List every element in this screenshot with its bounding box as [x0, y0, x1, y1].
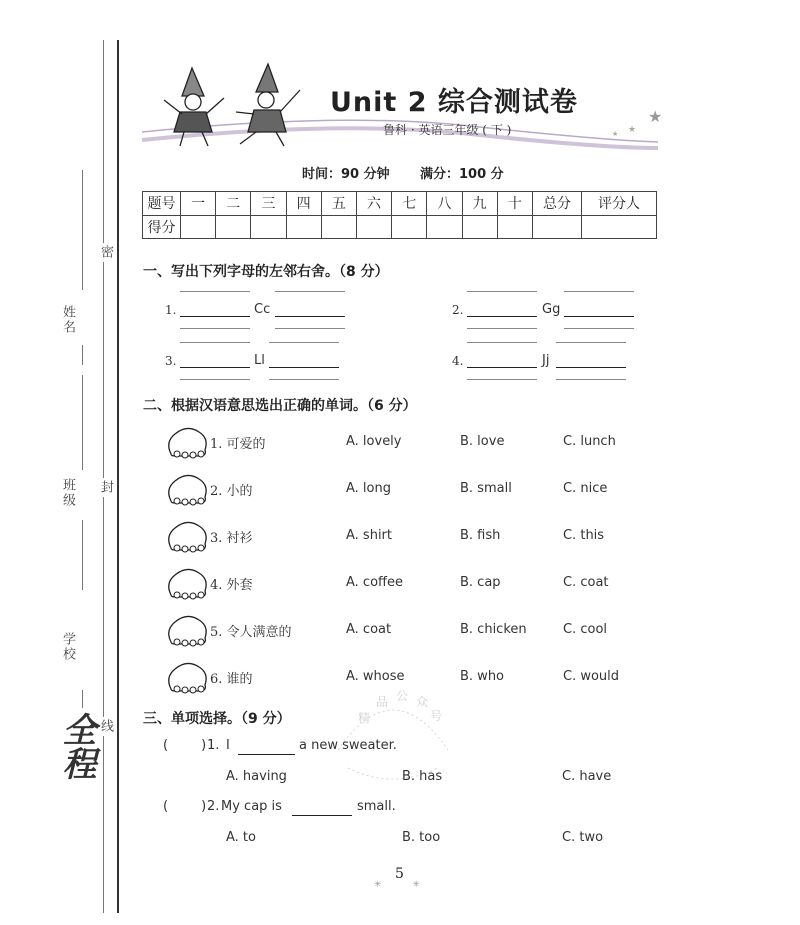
- writing-guide-line: [556, 379, 626, 380]
- stamp-char: 公: [396, 689, 409, 703]
- answer-bubble-icon[interactable]: [165, 471, 209, 507]
- page-number: 5: [395, 866, 404, 882]
- answer-line[interactable]: [180, 316, 250, 317]
- question-text: 6. 谁的: [210, 672, 253, 687]
- clown-right: [236, 64, 300, 146]
- writing-guide-line: [180, 342, 250, 343]
- score-cell[interactable]: [251, 215, 286, 239]
- binding-line-inner: [103, 40, 104, 913]
- question-stem-start: My cap is: [221, 799, 282, 814]
- fill-blank[interactable]: [238, 754, 295, 755]
- table-header: 七: [392, 192, 427, 216]
- stamp-char: 精: [358, 711, 371, 725]
- option-c[interactable]: C. nice: [563, 481, 608, 496]
- name-underline-2: [82, 345, 83, 365]
- letter-item-letter: Gg: [542, 302, 561, 317]
- answer-bubble-icon[interactable]: [165, 518, 209, 554]
- option-a[interactable]: A. long: [346, 481, 391, 496]
- question-number: 1.: [207, 738, 220, 753]
- option-c[interactable]: C. would: [563, 669, 620, 684]
- svg-text:★: ★: [648, 107, 663, 126]
- table-header: 二: [216, 192, 251, 216]
- brand-logo: 全程: [56, 712, 96, 780]
- score-cell[interactable]: [462, 215, 497, 239]
- question-text: 2. 小的: [210, 484, 253, 499]
- answer-line[interactable]: [269, 367, 339, 368]
- page-subtitle: 鲁科 · 英语三年级 ( 下 ): [383, 123, 512, 137]
- writing-guide-line: [180, 291, 250, 292]
- score-table-header-row: [143, 192, 657, 216]
- letter-item-number: 4.: [452, 354, 464, 368]
- score-cell[interactable]: [427, 215, 462, 239]
- option-c[interactable]: C. two: [562, 830, 604, 845]
- question-stem-start: I: [226, 738, 230, 753]
- score-cell[interactable]: [392, 215, 427, 239]
- name-underline: [82, 170, 83, 290]
- writing-guide-line: [467, 342, 537, 343]
- option-b[interactable]: B. fish: [460, 528, 501, 543]
- option-b[interactable]: B. has: [402, 769, 443, 784]
- writing-guide-line: [467, 379, 537, 380]
- writing-guide-line: [180, 328, 250, 329]
- option-b[interactable]: B. chicken: [460, 622, 527, 637]
- page-number-decoration: ✳ ✳: [374, 880, 434, 890]
- svg-text:★: ★: [612, 130, 619, 138]
- answer-bubble-icon[interactable]: [165, 565, 209, 601]
- section1-title: 一、写出下列字母的左邻右舍。（8 分）: [143, 264, 389, 280]
- writing-guide-line: [275, 291, 345, 292]
- answer-bubble-icon[interactable]: [165, 612, 209, 648]
- writing-guide-line: [467, 328, 537, 329]
- score-table-score-row: [143, 215, 657, 239]
- table-header: 题号: [143, 192, 181, 216]
- binding-line: [117, 40, 119, 913]
- table-header: 总分: [533, 192, 582, 216]
- table-header: 三: [251, 192, 286, 216]
- table-header: 评分人: [582, 192, 657, 216]
- table-header: 四: [286, 192, 321, 216]
- stamp-char: 众: [416, 695, 429, 709]
- option-c[interactable]: C. coat: [563, 575, 609, 590]
- letter-item-letter: Cc: [254, 302, 271, 317]
- name-label: 姓名: [60, 305, 75, 335]
- option-c[interactable]: C. have: [562, 769, 612, 784]
- answer-line[interactable]: [467, 316, 537, 317]
- writing-guide-line: [556, 342, 626, 343]
- option-b[interactable]: B. cap: [460, 575, 501, 590]
- score-cell[interactable]: [533, 215, 582, 239]
- answer-bubble-icon[interactable]: [165, 659, 209, 695]
- answer-line[interactable]: [564, 316, 634, 317]
- score-cell[interactable]: [321, 215, 356, 239]
- score-table: [142, 191, 657, 239]
- table-header: 六: [356, 192, 391, 216]
- score-cell[interactable]: [356, 215, 391, 239]
- option-a[interactable]: A. shirt: [346, 528, 392, 543]
- letter-item-number: 1.: [165, 303, 177, 317]
- option-a[interactable]: A. lovely: [346, 434, 402, 449]
- option-a[interactable]: A. to: [226, 830, 256, 845]
- score-cell[interactable]: [216, 215, 251, 239]
- letter-item-number: 2.: [452, 303, 464, 317]
- answer-line[interactable]: [556, 367, 626, 368]
- exam-time: 时间：90 分钟: [302, 167, 390, 182]
- exam-full-score: 满分：100 分: [420, 167, 504, 182]
- table-row-label: 得分: [143, 215, 181, 239]
- mi-char: 密: [98, 245, 113, 260]
- table-header: 八: [427, 192, 462, 216]
- table-header: 一: [181, 192, 216, 216]
- score-cell[interactable]: [286, 215, 321, 239]
- stamp-char: 号: [430, 709, 443, 723]
- class-underline: [82, 375, 83, 470]
- writing-guide-line: [269, 342, 339, 343]
- score-cell[interactable]: [582, 215, 657, 239]
- option-a[interactable]: A. having: [226, 769, 287, 784]
- writing-guide-line: [275, 328, 345, 329]
- answer-line[interactable]: [467, 367, 537, 368]
- answer-parenthesis[interactable]: ( ): [163, 799, 207, 814]
- question-text: 5. 令人满意的: [210, 625, 292, 640]
- letter-item-number: 3.: [165, 354, 177, 368]
- writing-guide-line: [269, 379, 339, 380]
- option-b[interactable]: B. small: [460, 481, 512, 496]
- score-cell[interactable]: [497, 215, 532, 239]
- option-c[interactable]: C. lunch: [563, 434, 616, 449]
- answer-line[interactable]: [180, 367, 250, 368]
- answer-bubble-icon[interactable]: [165, 424, 209, 460]
- class-label: 班级: [60, 478, 75, 508]
- writing-guide-line: [564, 291, 634, 292]
- school-underline: [82, 690, 83, 708]
- feng-char: 封: [98, 480, 113, 495]
- question-stem-end: small.: [357, 799, 396, 814]
- table-header: 九: [462, 192, 497, 216]
- option-b[interactable]: B. who: [460, 669, 505, 684]
- letter-item-letter: Ll: [254, 353, 265, 368]
- option-a[interactable]: A. coffee: [346, 575, 403, 590]
- watermark-stamp: [318, 680, 468, 790]
- page-title: Unit 2 综合测试卷: [330, 87, 578, 118]
- writing-guide-line: [467, 291, 537, 292]
- writing-guide-line: [180, 379, 250, 380]
- question-stem-end: a new sweater.: [299, 738, 397, 753]
- letter-item-letter: Jj: [542, 353, 550, 368]
- option-c[interactable]: C. cool: [563, 622, 608, 637]
- stamp-char: 品: [376, 695, 389, 709]
- table-header: 五: [321, 192, 356, 216]
- question-number: 2.: [207, 799, 220, 814]
- question-text: 4. 外套: [210, 578, 253, 593]
- score-cell[interactable]: [181, 215, 216, 239]
- school-label: 学校: [60, 632, 75, 662]
- writing-guide-line: [564, 328, 634, 329]
- question-text: 1. 可爱的: [210, 437, 266, 452]
- option-b[interactable]: B. too: [402, 830, 441, 845]
- class-underline-2: [82, 520, 83, 590]
- option-c[interactable]: C. this: [563, 528, 605, 543]
- answer-parenthesis[interactable]: ( ): [163, 738, 207, 753]
- question-text: 3. 衬衫: [210, 531, 253, 546]
- section3-title: 三、单项选择。（9 分）: [143, 711, 291, 727]
- option-a[interactable]: A. coat: [346, 622, 392, 637]
- option-b[interactable]: B. love: [460, 434, 505, 449]
- fill-blank[interactable]: [292, 815, 352, 816]
- xian-char: 线: [98, 719, 113, 734]
- svg-text:★: ★: [628, 125, 637, 135]
- answer-line[interactable]: [275, 316, 345, 317]
- section2-title: 二、根据汉语意思选出正确的单词。（6 分）: [143, 398, 417, 414]
- option-a[interactable]: A. whose: [346, 669, 405, 684]
- table-header: 十: [497, 192, 532, 216]
